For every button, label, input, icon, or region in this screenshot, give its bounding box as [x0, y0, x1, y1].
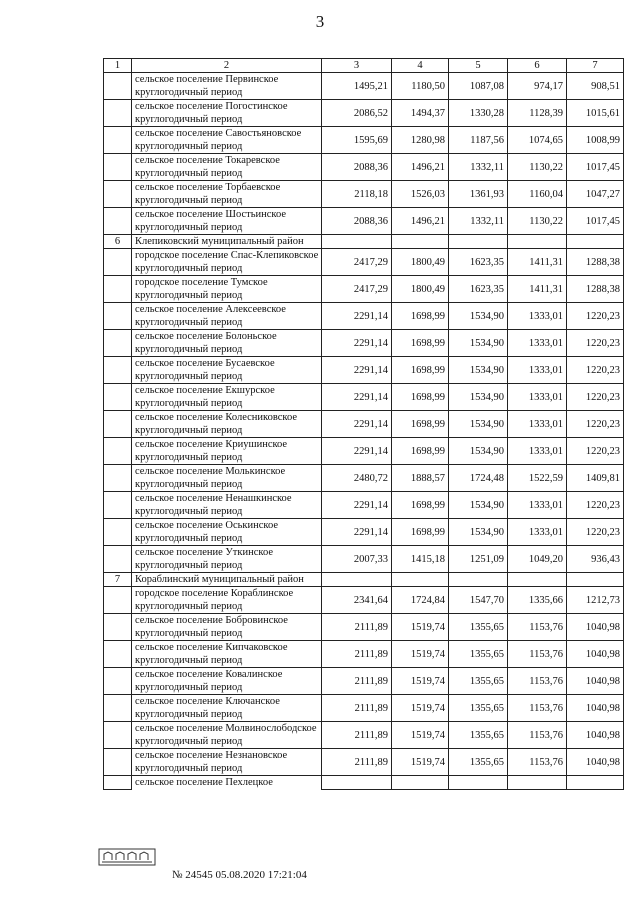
tariff-value: 1698,99	[392, 384, 449, 411]
settlement-name: сельское поселение Торбаевское	[132, 181, 322, 195]
period-label: круглогодичный период	[132, 708, 322, 722]
settlement-name: сельское поселение Екшурское	[132, 384, 322, 398]
tariff-value: 2111,89	[322, 668, 392, 695]
tariff-value: 1180,50	[392, 73, 449, 100]
table-row	[104, 465, 624, 479]
empty-cell	[322, 776, 392, 790]
settlement-name: сельское поселение Савостьяновское	[132, 127, 322, 141]
tariff-value: 1040,98	[567, 695, 624, 722]
tariff-value: 1698,99	[392, 438, 449, 465]
empty-cell	[449, 573, 508, 587]
tariff-value: 974,17	[508, 73, 567, 100]
column-header: 1	[104, 59, 132, 73]
row-number-cell	[104, 330, 132, 357]
tariff-value: 1800,49	[392, 276, 449, 303]
settlement-name: сельское поселение Молькинское	[132, 465, 322, 479]
tariff-value: 1698,99	[392, 303, 449, 330]
tariff-value: 1333,01	[508, 438, 567, 465]
period-label: круглогодичный период	[132, 762, 322, 776]
table-row	[104, 330, 624, 344]
tariff-value: 1698,99	[392, 411, 449, 438]
period-label: круглогодичный период	[132, 397, 322, 411]
tariff-value: 1153,76	[508, 641, 567, 668]
empty-cell	[392, 573, 449, 587]
tariff-value: 2111,89	[322, 614, 392, 641]
row-number-cell	[104, 73, 132, 100]
tariff-value: 2088,36	[322, 208, 392, 235]
tariff-value: 1698,99	[392, 357, 449, 384]
row-number-cell	[104, 519, 132, 546]
tariff-value: 1015,61	[567, 100, 624, 127]
table-row	[104, 776, 624, 790]
tariff-value: 1496,21	[392, 208, 449, 235]
table-row	[104, 668, 624, 682]
table-row	[104, 181, 624, 195]
tariff-value: 1330,28	[449, 100, 508, 127]
settlement-name: сельское поселение Токаревское	[132, 154, 322, 168]
tariff-value: 1888,57	[392, 465, 449, 492]
tariff-value: 2111,89	[322, 695, 392, 722]
tariff-value: 1534,90	[449, 357, 508, 384]
tariff-value: 1128,39	[508, 100, 567, 127]
empty-cell	[508, 573, 567, 587]
tariff-value: 1332,11	[449, 208, 508, 235]
tariff-value: 1595,69	[322, 127, 392, 154]
tariff-value: 2111,89	[322, 749, 392, 776]
period-label: круглогодичный период	[132, 343, 322, 357]
registry-stamp-icon	[98, 848, 156, 866]
tariff-value: 1288,38	[567, 276, 624, 303]
row-number-cell	[104, 438, 132, 465]
table-header-row	[104, 59, 624, 73]
table-row	[104, 411, 624, 425]
empty-cell	[322, 235, 392, 249]
tariff-value: 1047,27	[567, 181, 624, 208]
empty-cell	[392, 235, 449, 249]
tariff-value: 1040,98	[567, 749, 624, 776]
table-row	[104, 208, 624, 222]
settlement-name: сельское поселение Ненашкинское	[132, 492, 322, 506]
tariff-value: 1534,90	[449, 492, 508, 519]
tariff-value: 1153,76	[508, 695, 567, 722]
period-label: круглогодичный период	[132, 140, 322, 154]
tariff-value: 2111,89	[322, 641, 392, 668]
settlement-name: сельское поселение Колесниковское	[132, 411, 322, 425]
tariff-value: 2291,14	[322, 519, 392, 546]
settlement-name: сельское поселение Криушинское	[132, 438, 322, 452]
tariff-value: 1495,21	[322, 73, 392, 100]
tariff-value: 1049,20	[508, 546, 567, 573]
district-row	[104, 235, 624, 249]
district-name: Клепиковский муниципальный район	[132, 235, 322, 249]
tariff-value: 1519,74	[392, 614, 449, 641]
tariff-value: 1153,76	[508, 668, 567, 695]
tariff-value: 1522,59	[508, 465, 567, 492]
column-header: 3	[322, 59, 392, 73]
row-number-cell	[104, 695, 132, 722]
tariff-value: 1411,31	[508, 249, 567, 276]
tariff-value: 2007,33	[322, 546, 392, 573]
empty-cell	[392, 776, 449, 790]
tariff-value: 936,43	[567, 546, 624, 573]
tariff-value: 1130,22	[508, 154, 567, 181]
period-label: круглогодичный период	[132, 532, 322, 546]
tariff-value: 1220,23	[567, 492, 624, 519]
tariff-value: 1623,35	[449, 249, 508, 276]
empty-cell	[449, 776, 508, 790]
period-label: круглогодичный период	[132, 559, 322, 573]
settlement-name: городское поселение Тумское	[132, 276, 322, 290]
tariff-value: 1800,49	[392, 249, 449, 276]
tariff-value: 1519,74	[392, 722, 449, 749]
column-header: 5	[449, 59, 508, 73]
table-row	[104, 303, 624, 317]
tariff-value: 1220,23	[567, 519, 624, 546]
tariff-value: 2291,14	[322, 303, 392, 330]
table-row	[104, 749, 624, 763]
tariff-value: 1220,23	[567, 438, 624, 465]
period-label: круглогодичный период	[132, 451, 322, 465]
settlement-name: сельское поселение Ключанское	[132, 695, 322, 709]
tariff-value: 1087,08	[449, 73, 508, 100]
table-row	[104, 438, 624, 452]
tariff-value: 1187,56	[449, 127, 508, 154]
table-row	[104, 276, 624, 290]
tariff-value: 1220,23	[567, 411, 624, 438]
column-header: 6	[508, 59, 567, 73]
tariff-value: 2118,18	[322, 181, 392, 208]
tariff-value: 1534,90	[449, 303, 508, 330]
tariff-value: 2480,72	[322, 465, 392, 492]
table-row	[104, 154, 624, 168]
settlement-name: сельское поселение Молвинослободское	[132, 722, 322, 736]
period-label: круглогодичный период	[132, 221, 322, 235]
tariff-value: 2291,14	[322, 330, 392, 357]
tariff-value: 1040,98	[567, 722, 624, 749]
row-number-cell	[104, 614, 132, 641]
tariff-value: 1288,38	[567, 249, 624, 276]
tariff-value: 1534,90	[449, 438, 508, 465]
tariff-value: 2291,14	[322, 411, 392, 438]
table-row	[104, 73, 624, 87]
settlement-name: сельское поселение Бусаевское	[132, 357, 322, 371]
empty-cell	[508, 235, 567, 249]
tariff-value: 1333,01	[508, 357, 567, 384]
page-number: 3	[315, 12, 325, 31]
period-label: круглогодичный период	[132, 505, 322, 519]
tariff-value: 1698,99	[392, 330, 449, 357]
district-row	[104, 573, 624, 587]
tariff-value: 1333,01	[508, 384, 567, 411]
tariff-value: 1153,76	[508, 749, 567, 776]
empty-cell	[567, 573, 624, 587]
tariff-value: 1355,65	[449, 695, 508, 722]
tariff-value: 1333,01	[508, 330, 567, 357]
tariff-value: 2341,64	[322, 587, 392, 614]
settlement-name: сельское поселение Пехлецкое	[132, 776, 322, 790]
row-number-cell	[104, 641, 132, 668]
settlement-name: сельское поселение Погостинское	[132, 100, 322, 114]
tariff-value: 1008,99	[567, 127, 624, 154]
tariff-value: 1496,21	[392, 154, 449, 181]
empty-cell	[322, 573, 392, 587]
tariff-value: 1160,04	[508, 181, 567, 208]
period-label: круглогодичный период	[132, 424, 322, 438]
settlement-name: сельское поселение Шостьинское	[132, 208, 322, 222]
row-number-cell	[104, 722, 132, 749]
period-label: круглогодичный период	[132, 735, 322, 749]
tariff-value: 1333,01	[508, 303, 567, 330]
table-row	[104, 587, 624, 601]
column-header: 2	[132, 59, 322, 73]
row-number-cell	[104, 276, 132, 303]
tariff-value: 1220,23	[567, 357, 624, 384]
tariff-value: 1333,01	[508, 492, 567, 519]
table-row	[104, 695, 624, 709]
tariff-value: 1724,48	[449, 465, 508, 492]
tariff-value: 1415,18	[392, 546, 449, 573]
row-number-cell	[104, 546, 132, 573]
row-number-cell	[104, 249, 132, 276]
row-number-cell	[104, 181, 132, 208]
tariff-value: 1547,70	[449, 587, 508, 614]
tariff-value: 1698,99	[392, 492, 449, 519]
row-number-cell	[104, 303, 132, 330]
tariff-value: 1355,65	[449, 668, 508, 695]
column-header: 7	[567, 59, 624, 73]
tariff-value: 1355,65	[449, 641, 508, 668]
period-label: круглогодичный период	[132, 113, 322, 127]
period-label: круглогодичный период	[132, 262, 322, 276]
tariff-value: 1074,65	[508, 127, 567, 154]
row-number-cell	[104, 100, 132, 127]
tariff-value: 1519,74	[392, 749, 449, 776]
tariff-table	[103, 58, 624, 790]
table-row	[104, 384, 624, 398]
tariff-value: 1534,90	[449, 519, 508, 546]
period-label: круглогодичный период	[132, 478, 322, 492]
tariff-value: 1153,76	[508, 614, 567, 641]
tariff-value: 2291,14	[322, 357, 392, 384]
settlement-name: сельское поселение Бобровинское	[132, 614, 322, 628]
settlement-name: городское поселение Кораблинское	[132, 587, 322, 601]
tariff-value: 1040,98	[567, 668, 624, 695]
row-number-cell	[104, 384, 132, 411]
period-label: круглогодичный период	[132, 600, 322, 614]
settlement-name: сельское поселение Уткинское	[132, 546, 322, 560]
registration-number: № 24545 05.08.2020 17:21:04	[172, 869, 307, 881]
table-row	[104, 249, 624, 263]
settlement-name: сельское поселение Болоньское	[132, 330, 322, 344]
period-label: круглогодичный период	[132, 681, 322, 695]
tariff-value: 1361,93	[449, 181, 508, 208]
row-number-cell	[104, 127, 132, 154]
tariff-value: 1220,23	[567, 330, 624, 357]
tariff-value: 2111,89	[322, 722, 392, 749]
row-number-cell	[104, 208, 132, 235]
tariff-value: 1534,90	[449, 330, 508, 357]
table-row	[104, 722, 624, 736]
tariff-value: 1494,37	[392, 100, 449, 127]
period-label: круглогодичный период	[132, 316, 322, 330]
tariff-value: 1534,90	[449, 384, 508, 411]
empty-cell	[567, 235, 624, 249]
table-row	[104, 641, 624, 655]
tariff-value: 1333,01	[508, 519, 567, 546]
period-label: круглогодичный период	[132, 654, 322, 668]
row-number-cell	[104, 357, 132, 384]
settlement-name: сельское поселение Алексеевское	[132, 303, 322, 317]
settlement-name: сельское поселение Оськинское	[132, 519, 322, 533]
empty-cell	[508, 776, 567, 790]
tariff-value: 1153,76	[508, 722, 567, 749]
tariff-value: 1623,35	[449, 276, 508, 303]
tariff-value: 1409,81	[567, 465, 624, 492]
tariff-value: 1724,84	[392, 587, 449, 614]
period-label: круглогодичный период	[132, 289, 322, 303]
row-number-cell	[104, 154, 132, 181]
tariff-value: 2417,29	[322, 249, 392, 276]
tariff-value: 2417,29	[322, 276, 392, 303]
table-row	[104, 614, 624, 628]
tariff-value: 1519,74	[392, 641, 449, 668]
period-label: круглогодичный период	[132, 167, 322, 181]
row-number-cell	[104, 776, 132, 790]
tariff-value: 1333,01	[508, 411, 567, 438]
tariff-value: 1280,98	[392, 127, 449, 154]
row-number-cell	[104, 749, 132, 776]
tariff-value: 2291,14	[322, 438, 392, 465]
tariff-value: 1220,23	[567, 303, 624, 330]
table-row	[104, 546, 624, 560]
tariff-value: 1698,99	[392, 519, 449, 546]
tariff-value: 1040,98	[567, 641, 624, 668]
tariff-value: 1130,22	[508, 208, 567, 235]
settlement-name: городское поселение Спас-Клепиковское	[132, 249, 322, 263]
tariff-value: 1355,65	[449, 614, 508, 641]
row-number-cell	[104, 411, 132, 438]
tariff-value: 1526,03	[392, 181, 449, 208]
table-row	[104, 127, 624, 141]
period-label: круглогодичный период	[132, 627, 322, 641]
tariff-value: 1332,11	[449, 154, 508, 181]
table-row	[104, 357, 624, 371]
period-label: круглогодичный период	[132, 194, 322, 208]
empty-cell	[449, 235, 508, 249]
settlement-name: сельское поселение Кипчаковское	[132, 641, 322, 655]
tariff-value: 908,51	[567, 73, 624, 100]
tariff-value: 1212,73	[567, 587, 624, 614]
tariff-value: 2088,36	[322, 154, 392, 181]
table-row	[104, 519, 624, 533]
tariff-value: 2086,52	[322, 100, 392, 127]
column-header: 4	[392, 59, 449, 73]
table-row	[104, 100, 624, 114]
tariff-value: 1040,98	[567, 614, 624, 641]
district-number: 6	[104, 235, 132, 249]
tariff-value: 2291,14	[322, 384, 392, 411]
tariff-value: 1335,66	[508, 587, 567, 614]
row-number-cell	[104, 465, 132, 492]
period-label: круглогодичный период	[132, 86, 322, 100]
tariff-value: 1411,31	[508, 276, 567, 303]
settlement-name: сельское поселение Незнановское	[132, 749, 322, 763]
tariff-value: 2291,14	[322, 492, 392, 519]
tariff-value: 1534,90	[449, 411, 508, 438]
tariff-value: 1355,65	[449, 749, 508, 776]
empty-cell	[567, 776, 624, 790]
tariff-value: 1519,74	[392, 668, 449, 695]
tariff-value: 1220,23	[567, 384, 624, 411]
row-number-cell	[104, 668, 132, 695]
tariff-value: 1519,74	[392, 695, 449, 722]
tariff-value: 1251,09	[449, 546, 508, 573]
table-row	[104, 492, 624, 506]
tariff-value: 1017,45	[567, 154, 624, 181]
tariff-value: 1355,65	[449, 722, 508, 749]
settlement-name: сельское поселение Первинское	[132, 73, 322, 87]
period-label: круглогодичный период	[132, 370, 322, 384]
row-number-cell	[104, 492, 132, 519]
row-number-cell	[104, 587, 132, 614]
district-name: Кораблинский муниципальный район	[132, 573, 322, 587]
settlement-name: сельское поселение Ковалинское	[132, 668, 322, 682]
tariff-value: 1017,45	[567, 208, 624, 235]
district-number: 7	[104, 573, 132, 587]
